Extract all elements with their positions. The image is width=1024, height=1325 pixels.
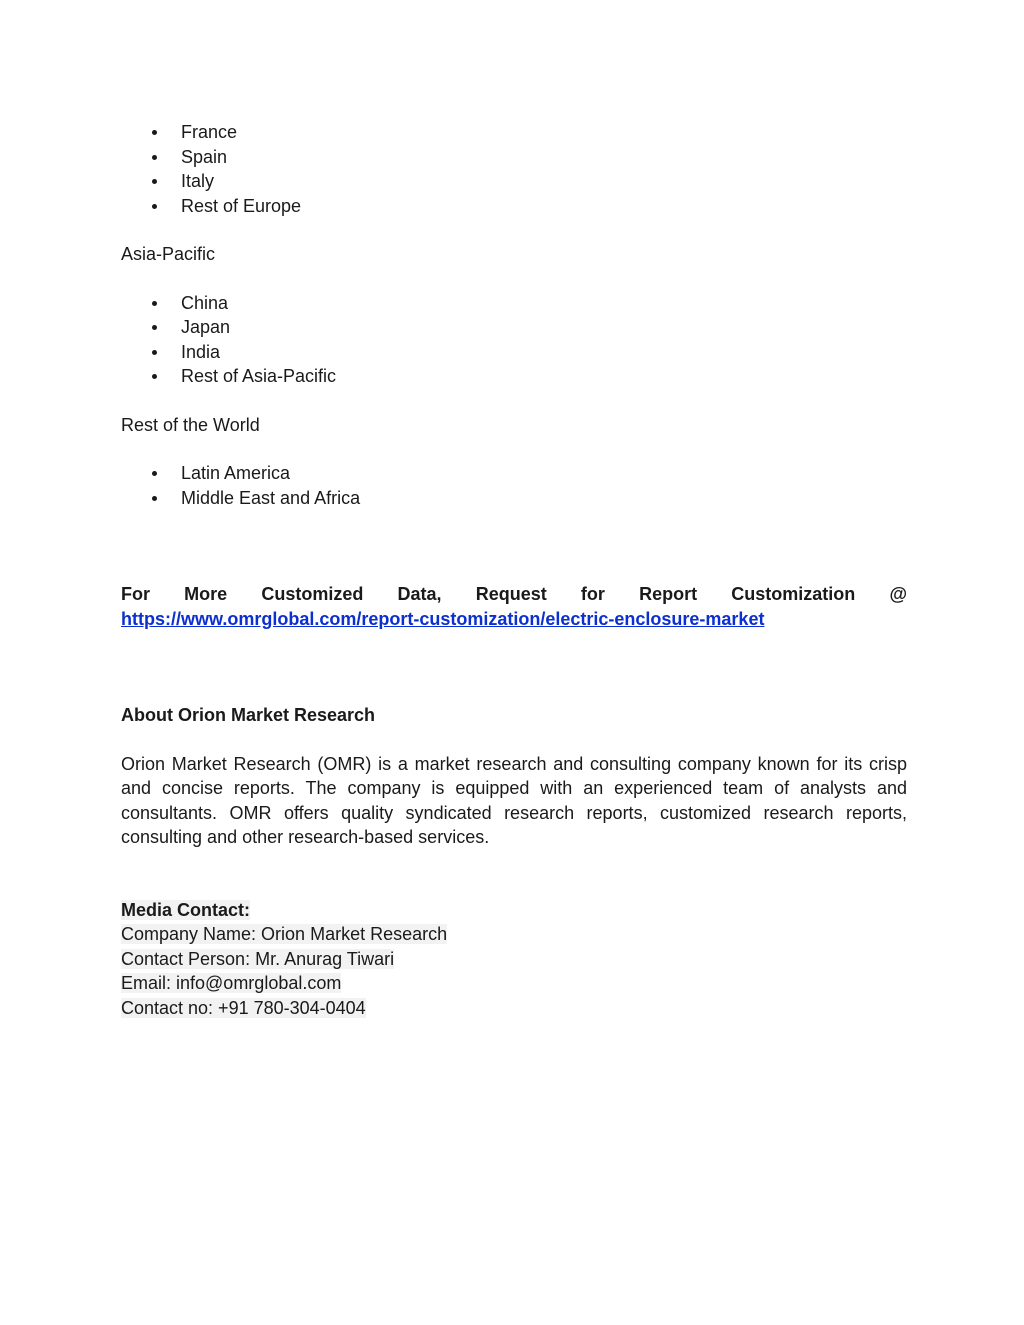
spacer [121, 510, 907, 582]
report-customization-link[interactable]: https://www.omrglobal.com/report-customization/electric-enclosure-market [121, 608, 765, 629]
customization-word: @ [889, 584, 907, 604]
media-contact-heading: Media Contact: [121, 899, 251, 920]
list-item: Italy [121, 169, 907, 194]
contact-email: Email: info@omrglobal.com [121, 973, 342, 993]
media-contact-block [121, 898, 907, 1021]
list-item: Latin America [121, 461, 907, 486]
about-heading: About Orion Market Research [121, 705, 376, 725]
customization-request-line [121, 582, 907, 607]
spacer [121, 389, 907, 413]
list-item: Rest of Europe [121, 194, 907, 219]
rest-of-world-list [121, 461, 907, 510]
list-item: China [121, 291, 907, 316]
customization-word: Customized [261, 584, 364, 604]
customization-word: More [184, 584, 228, 604]
customization-word: Request [475, 584, 547, 604]
list-item: Middle East and Africa [121, 486, 907, 511]
list-item: France [121, 120, 907, 145]
list-item: Rest of Asia-Pacific [121, 364, 907, 389]
europe-country-list [121, 120, 907, 218]
spacer [121, 728, 907, 752]
document-content [121, 120, 907, 1020]
customization-word: For [121, 584, 150, 604]
about-paragraph: Orion Market Research (OMR) is a market research and consulting company known for its crisp and concise reports. The company is equipped with an experienced team of analysts and consultants. OMR offers quality syndicated research reports, customized research reports, consulting and other research-based services. [121, 753, 907, 847]
spacer [121, 850, 907, 874]
spacer [121, 631, 907, 703]
spacer [121, 218, 907, 242]
list-item: India [121, 340, 907, 365]
customization-word: Report [639, 584, 698, 604]
contact-phone: Contact no: +91 780-304-0404 [121, 997, 366, 1018]
customization-word: Data, [397, 584, 442, 604]
spacer [121, 267, 907, 291]
asia-pacific-heading: Asia-Pacific [121, 244, 216, 264]
company-name: Company Name: Orion Market Research [121, 924, 448, 944]
contact-person: Contact Person: Mr. Anurag Tiwari [121, 948, 395, 969]
customization-word: Customization [731, 584, 856, 604]
rest-of-world-heading: Rest of the World [121, 414, 260, 435]
asia-pacific-country-list [121, 291, 907, 389]
spacer [121, 437, 907, 461]
customization-word: for [580, 584, 605, 604]
list-item: Japan [121, 315, 907, 340]
list-item: Spain [121, 145, 907, 170]
spacer [121, 874, 907, 898]
